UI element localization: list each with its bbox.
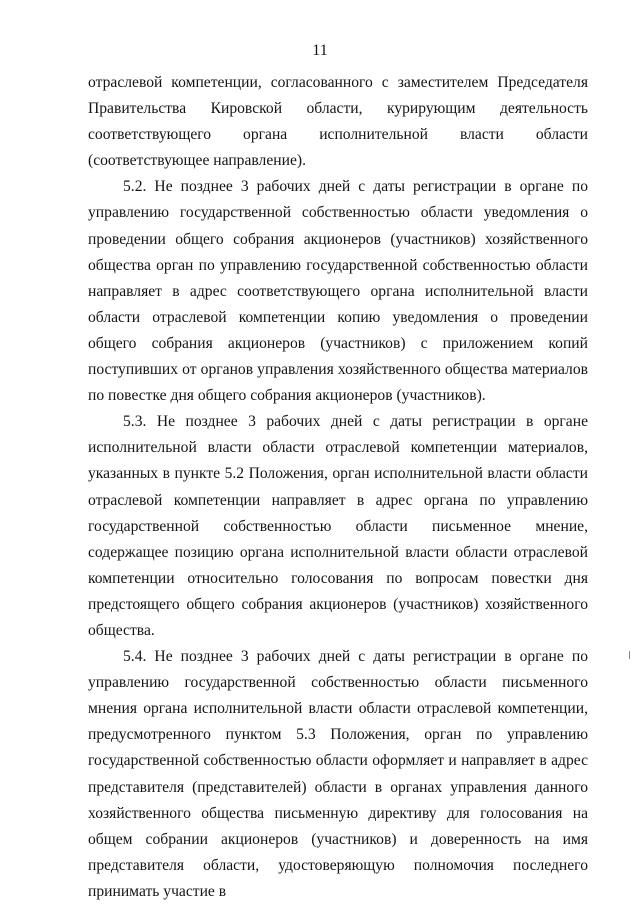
- paragraph-continuation: отраслевой компетенции, согласованного с заместителем Председателя Правительства Кировской области, курирующим деятельность соответствующего органа исполнительной власти области (соответствующее направление).: [88, 74, 588, 170]
- paragraph-5-2: 5.2. Не позднее 3 рабочих дней с даты регистрации в органе по управлению государственной собственностью области уведомления о проведении общего собрания акционеров (участников) хозяйственного общества орган по управлению государственной собственностью области направляет в адрес соответствующего органа исполнительной власти области отраслевой компетенции копию уведомления о проведении общего собрания акционеров (участников) с приложением копий поступивших от органов управления хозяйственного общества материалов по повестке дня общего собрания акционеров (участников).: [88, 178, 588, 405]
- document-body: [88, 70, 588, 905]
- paragraph-5-3: 5.3. Не позднее 3 рабочих дней с даты регистрации в органе исполнительной власти области отраслевой компетенции материалов, указанных в пункте 5.2 Положения, орган исполнительной власти области отраслевой компетенции направляет в адрес органа по управлению государственной собственностью области письменное мнение, содержащее позицию органа исполнительной власти области отраслевой компетенции относительно голосования по вопросам повестки дня предстоящего общего собрания акционеров (участников) хозяйственного общества.: [88, 413, 588, 639]
- paragraph-5-4: 5.4. Не позднее 3 рабочих дней с даты регистрации в органе по управлению государственной собственностью области письменного мнения органа исполнительной власти области отраслевой компетенции, предусмотренного пунктом 5.3 Положения, орган по управлению государственной собственностью области оформляет и направляет в адрес представителя (представителей) области в органах управления данного хозяйственного общества письменную директиву для голосования на общем собрании акционеров (участников) и доверенность на имя представителя области, удостоверяющую полномочия последнего принимать участие в: [88, 648, 588, 900]
- page-number: 11: [312, 42, 328, 59]
- scan-artifact-mark: [629, 651, 630, 659]
